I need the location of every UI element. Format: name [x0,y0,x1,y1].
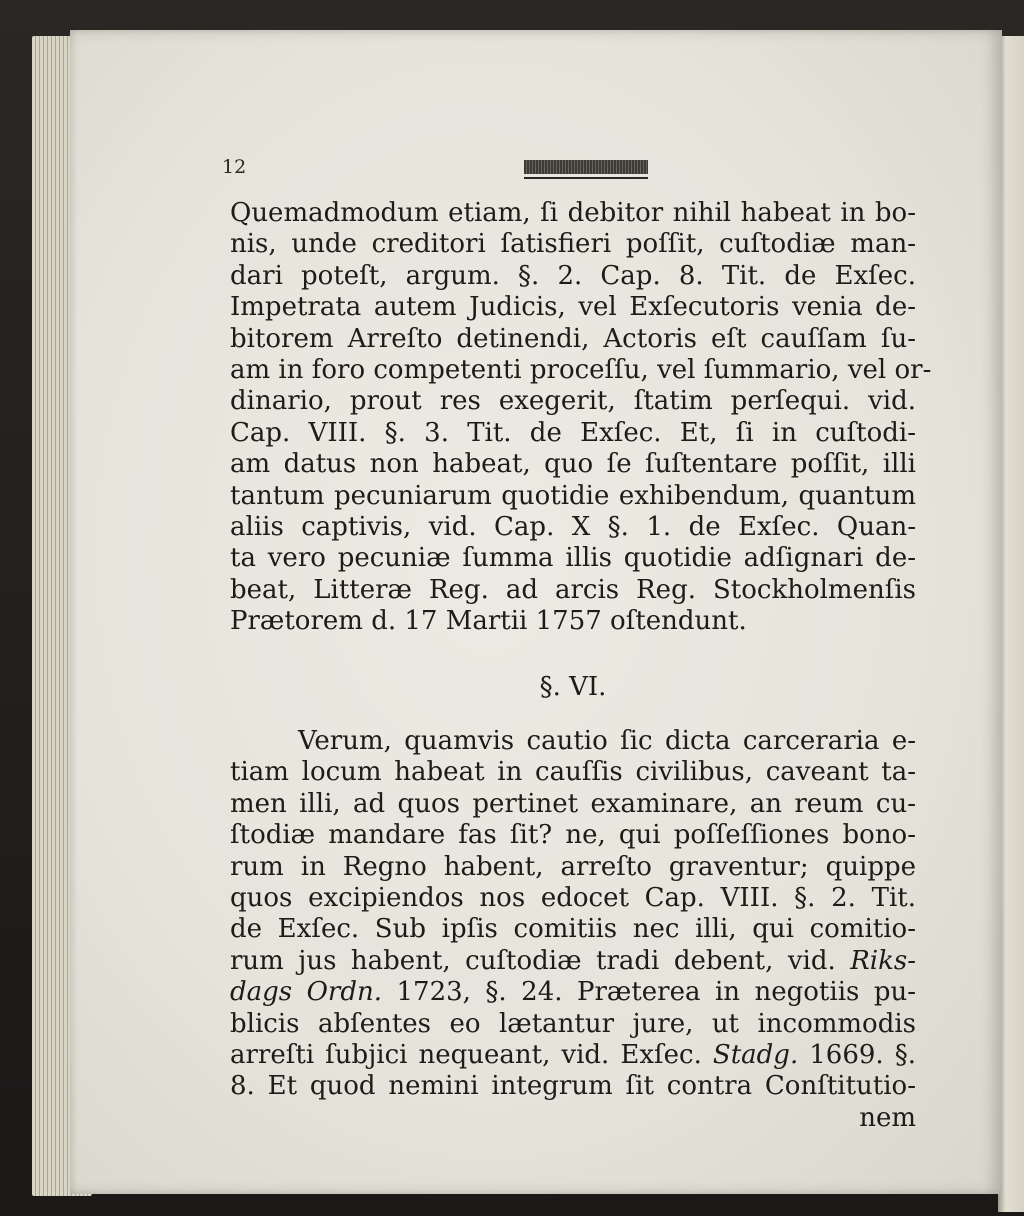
text-line: tiam locum habeat in cauſſis civilibus, caveant ta- [230,757,916,788]
text-line: blicis abſentes eo lætantur jure, ut incommodis [230,1008,916,1039]
text-line: rum in Regno habent, arreſto graventur; quippe [230,851,916,882]
text-line: dari poteſt, argum. §. 2. Cap. 8. Tit. de Exſec. [230,260,916,291]
text-line: Impetrata autem Judicis, vel Exſecutoris venia de- [230,292,916,323]
text-line: Verum, quamvis cautio ſic dicta carceraria e- [298,726,916,756]
text-line: bitorem Arreſto detinendi, Actoris eſt cauſſam ſu- [230,323,916,354]
text-line: dinario, prout res exegerit, ſtatim perſequi. vid. [230,386,916,417]
text-segment: rum jus habent, cuſtodiæ tradi debent, vid. [230,945,851,976]
text-line: beat, Litteræ Reg. ad arcis Reg. Stockholmenſis [230,574,916,605]
text-segment: arreſti ſubjici nequeant, vid. Exſec. [230,1039,713,1070]
text-line: nis, unde creditori ſatisfieri poſſit, cuſtodiæ man- [230,229,916,260]
text-line [230,1040,916,1071]
text-line: am in foro competenti proceſſu, vel ſummario, vel or- [230,354,932,385]
text-line: quos excipiendos nos edocet Cap. VIII. §. 2. Tit. [230,882,916,913]
text-line: tantum pecuniarum quotidie exhibendum, quantum [230,480,916,511]
italic-term: Stadg. [712,1039,799,1070]
text-line [230,977,916,1008]
text-line: nem [859,1102,916,1133]
header-ornament [524,160,648,174]
text-line: 8. Et quod nemini integrum ſit contra Conſtitutio- [230,1071,916,1102]
italic-term: Riks- [850,945,916,976]
text-segment: 1669. §. [798,1039,916,1070]
header-rule [524,177,648,179]
text-line: Quemadmodum etiam, ſi debitor nihil habeat in bo- [230,198,916,228]
italic-term: dags Ordn. [230,977,383,1008]
text-line: am datus non habeat, quo ſe ſuſtentare poſſit, illi [230,449,916,480]
section-heading: §. VI. [539,672,607,702]
text-line: ſtodiæ mandare fas ſit? ne, qui poſſeſſiones bono- [230,820,916,851]
text-line: Cap. VIII. §. 3. Tit. de Exſec. Et, ſi in cuſtodi- [230,417,916,448]
text-line: men illi, ad quos pertinet examinare, an reum cu- [230,788,916,819]
text-line: aliis captivis, vid. Cap. X §. 1. de Exſec. Quan- [230,511,916,542]
text-line: Prætorem d. 17 Martii 1757 oſtendunt. [230,606,747,637]
text-line: de Exſec. Sub ipſis comitiis nec illi, qui comitio- [230,914,916,945]
text-line [230,946,916,977]
paragraph-1 [230,198,932,637]
paragraph-2 [230,726,916,1134]
page-number: 12 [222,156,247,178]
text-segment: 1723, §. 24. Præterea in negotiis pu- [382,977,917,1008]
text-line: ta vero pecuniæ ſumma illis quotidie adſignari de- [230,543,916,574]
